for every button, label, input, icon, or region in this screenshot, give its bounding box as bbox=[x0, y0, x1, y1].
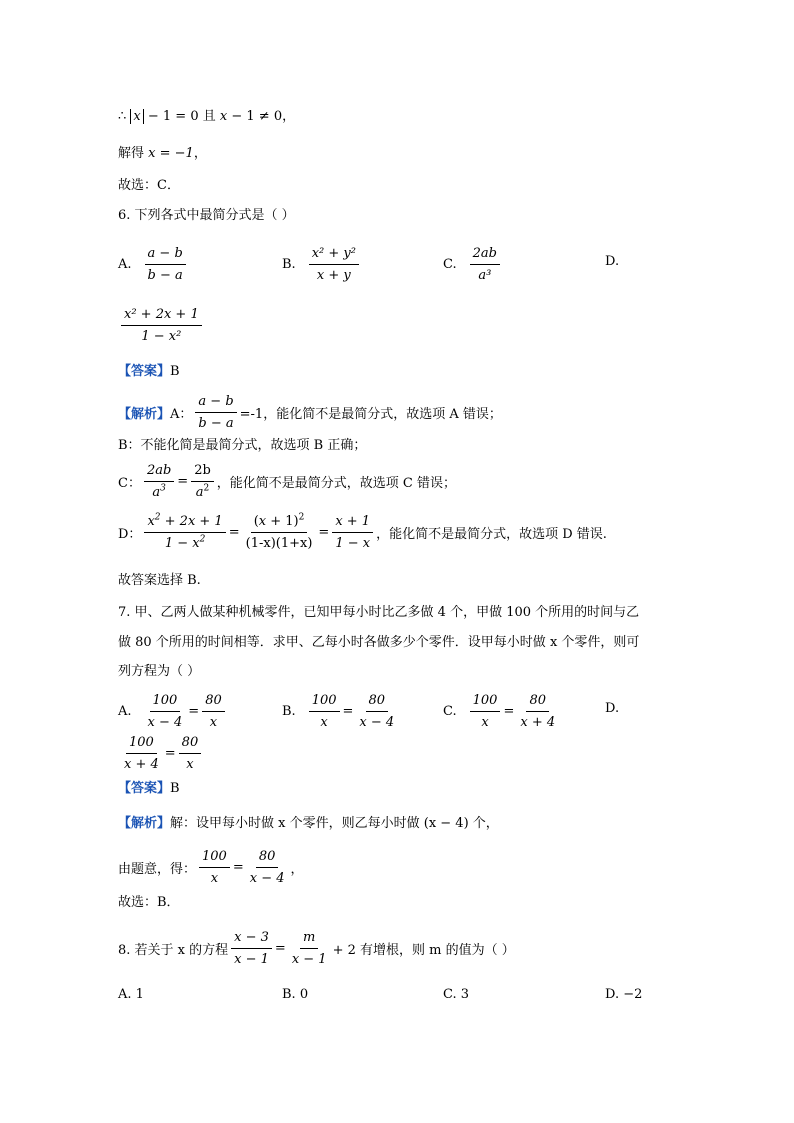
solution-line-result: 解得 x = −1， bbox=[118, 146, 207, 161]
q7-equation: 由题意，得： $\frac{100}{x}$ = $\frac{80}{x - 4}$ ， bbox=[118, 849, 304, 886]
q6-conclusion: 故答案选择 B. bbox=[118, 573, 201, 588]
q8-option-c: C. 3 bbox=[443, 987, 470, 1002]
q8-option-d: D. −2 bbox=[605, 987, 643, 1002]
q7-option-d-expr: $\frac{100}{x + 4}$ = $\frac{80}{x}$ bbox=[118, 733, 204, 774]
q7-analysis: 【解析】解：设甲每小时做 x 个零件，则乙每小时做 (x − 4) 个， bbox=[118, 816, 499, 831]
q6-option-a: A. $\frac{a - b}{b - a}$ bbox=[118, 244, 189, 285]
q7-stem-line-1: 7. 甲、乙两人做某种机械零件，已知甲每小时比乙多做 4 个，甲做 100 个所用的时间与乙 bbox=[118, 605, 640, 620]
q7-option-b: B. $\frac{100}{x}$ = $\frac{80}{x - 4}$ bbox=[282, 693, 395, 730]
q6-option-b: B. $\frac{\text{x² + y²}}{x + y}$ bbox=[282, 244, 362, 285]
q7-stem-line-3: 列方程为（ ） bbox=[118, 664, 201, 679]
q7-answer: 【答案】B bbox=[118, 781, 180, 796]
q7-option-c: C. $\frac{100}{x}$ = $\frac{80}{x + 4}$ bbox=[443, 693, 556, 730]
q6-stem: 6. 下列各式中最简分式是（ ） bbox=[118, 208, 295, 223]
q8-stem: 8. 若关于 x 的方程 $\frac{x - 3}{x - 1}$ = $\frac{m}{x - 1}$ + 2 有增根，则 m 的值为（ ） bbox=[118, 930, 515, 967]
q6-analysis-d: D： $\frac{x^2 + 2x + 1}{1 - x^2}$ = $\frac{(x + 1)^2}{(1-x)(1+x)}$ = $\frac{x + 1}{1 - x}$ ，能化简不是最简分式，故选项 D 错误. bbox=[118, 512, 607, 551]
q6-option-d-expr: $\frac{\text{x² + 2x + 1}}{\text{1 − x²}}$ bbox=[118, 305, 205, 346]
q6-analysis-a: 【解析】 A： $\frac{a - b}{b - a}$ =-1，能化简不是最简分式，故选项 A 错误； bbox=[118, 394, 502, 431]
q8-option-a: A. 1 bbox=[118, 987, 144, 1002]
solution-conclusion: 故选：C． bbox=[118, 178, 180, 193]
q6-option-d-label: D. bbox=[605, 254, 620, 269]
solution-line-abs: ∴ x − 1 = 0 且 x − 1 ≠ 0， bbox=[118, 109, 296, 124]
q6-analysis-b: B：不能化简是最简分式，故选项 B 正确； bbox=[118, 438, 367, 453]
q6-option-c: C. $\frac{2ab}{\text{a³}}$ bbox=[443, 244, 503, 285]
q7-option-a: A. $\frac{100}{x - 4}$ = $\frac{80}{x}$ bbox=[118, 691, 228, 732]
q7-stem-line-2: 做 80 个所用的时间相等．求甲、乙每小时各做多少个零件．设甲每小时做 x 个零件，则可 bbox=[118, 635, 640, 650]
q6-answer: 【答案】B bbox=[118, 364, 180, 379]
q8-option-b: B. 0 bbox=[282, 987, 309, 1002]
q6-analysis-c: C： $\frac{2ab}{a^3}$ = $\frac{2b}{a^2}$ ，能化简不是最简分式，故选项 C 错误； bbox=[118, 463, 457, 500]
q7-option-d-label: D. bbox=[605, 701, 620, 716]
q7-conclusion: 故选：B． bbox=[118, 895, 180, 910]
